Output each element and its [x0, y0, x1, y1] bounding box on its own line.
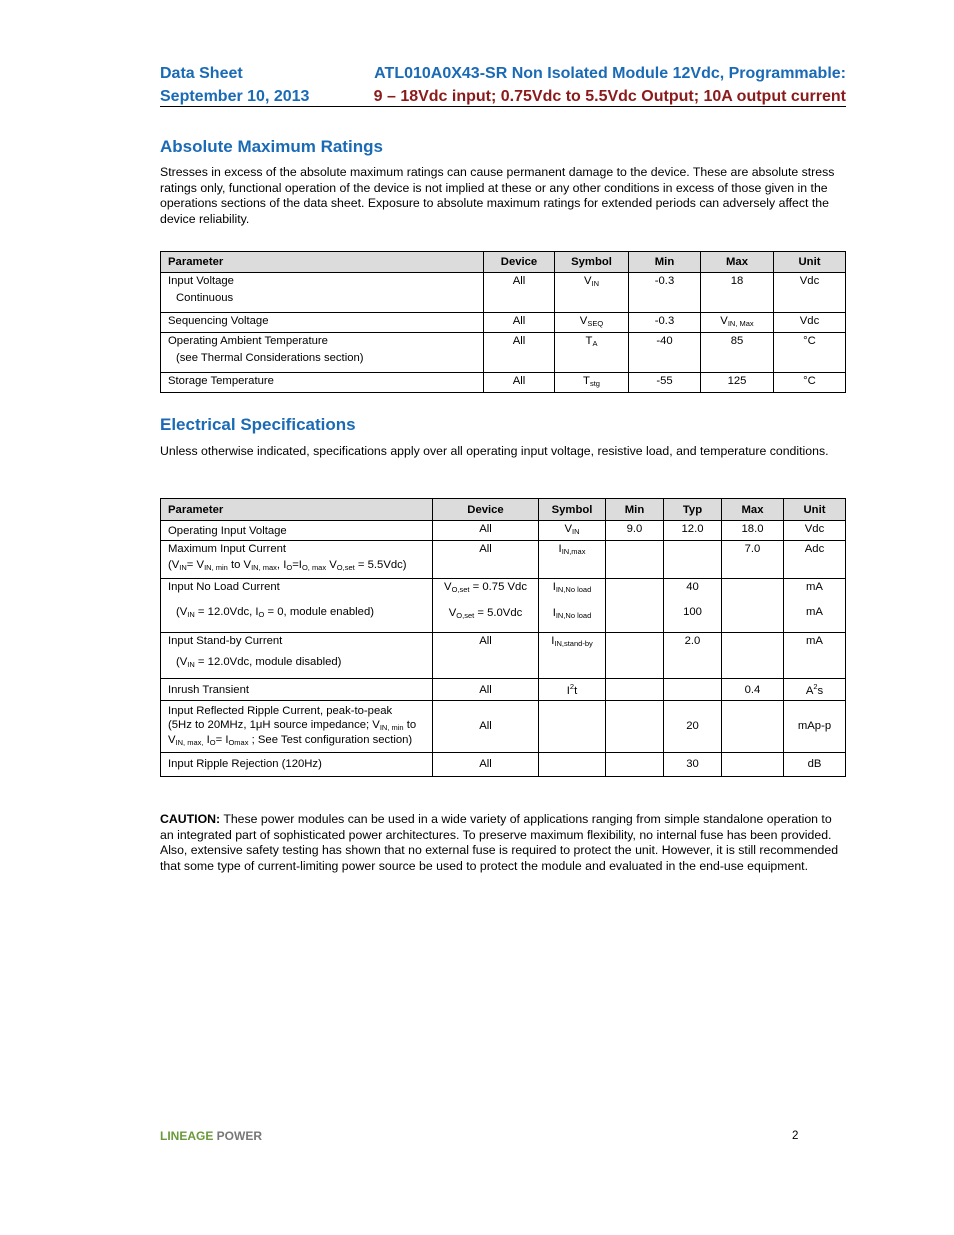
symbol-cell: $T_A$	[555, 333, 629, 373]
unit-cell: °C	[774, 333, 846, 373]
doc-date: September 10, 2013	[160, 88, 310, 105]
header-divider	[160, 106, 846, 107]
es-table	[160, 498, 846, 777]
unit-cell: °C	[774, 373, 846, 393]
table-row	[161, 373, 846, 393]
min-cell: -55	[629, 373, 701, 393]
header-left	[160, 62, 309, 108]
amr-header-row	[161, 252, 846, 273]
es-header-row	[161, 499, 846, 521]
max-cell	[722, 701, 784, 753]
es-intro: Unless otherwise indicated, specifications apply over all operating input voltage, resistive load, and temperature conditions.	[160, 444, 829, 458]
device-cell: All	[433, 541, 539, 579]
col-header: Parameter	[161, 499, 433, 521]
max-cell: 85	[701, 333, 774, 373]
typ-cell: 40 100	[664, 579, 722, 633]
col-header: Min	[629, 252, 701, 273]
col-header: Device	[484, 252, 555, 273]
min-cell: -0.3	[629, 313, 701, 333]
param-cell: Inrush Transient	[161, 679, 433, 701]
max-cell: 18.0	[722, 521, 784, 541]
device-cell: All	[433, 633, 539, 679]
col-header: Symbol	[539, 499, 606, 521]
max-cell: 0.4	[722, 679, 784, 701]
param-cell: Input Ripple Rejection (120Hz)	[161, 752, 433, 776]
device-cell: All	[484, 313, 555, 333]
unit-cell: Vdc	[774, 273, 846, 313]
symbol-cell: $V_{IN}$	[539, 521, 606, 541]
typ-cell: 2.0	[664, 633, 722, 679]
footer-brand: LINEAGE POWER	[160, 1129, 263, 1143]
symbol-cell: $V_{IN}$	[555, 273, 629, 313]
table-row	[161, 579, 846, 633]
table-row	[161, 633, 846, 679]
min-cell: 9.0	[606, 521, 664, 541]
symbol-cell	[539, 701, 606, 753]
min-cell	[606, 579, 664, 633]
es-title: Electrical Specifications	[160, 415, 356, 434]
param-cell: Storage Temperature	[161, 373, 484, 393]
unit-cell: dB	[784, 752, 846, 776]
param-cell: Operating Input Voltage	[161, 521, 433, 541]
typ-cell: 30	[664, 752, 722, 776]
typ-cell	[664, 679, 722, 701]
device-cell: $V_{O,set} = 0.75$ Vdc $V_{O,set} = 5.0Vdc$	[433, 579, 539, 633]
doc-type: Data Sheet	[160, 65, 243, 82]
max-cell	[722, 579, 784, 633]
page-number: 2	[792, 1130, 799, 1142]
caution-paragraph	[160, 812, 848, 874]
table-row	[161, 541, 846, 579]
caution-label: CAUTION:	[160, 812, 221, 826]
amr-title: Absolute Maximum Ratings	[160, 137, 383, 156]
typ-cell: 12.0	[664, 521, 722, 541]
table-row	[161, 521, 846, 541]
min-cell	[606, 679, 664, 701]
symbol-cell: $I_{IN,max}$	[539, 541, 606, 579]
col-header: Unit	[774, 252, 846, 273]
col-header: Max	[722, 499, 784, 521]
typ-cell	[664, 541, 722, 579]
device-cell: All	[484, 333, 555, 373]
table-row	[161, 752, 846, 776]
table-row	[161, 273, 846, 313]
header-right	[374, 62, 846, 108]
unit-cell: Adc	[784, 541, 846, 579]
unit-cell: mA mA	[784, 579, 846, 633]
caution-text: These power modules can be used in a wide variety of applications ranging from simple standalone operation to an integrated part of sophisticated power architectures. To preserve maximum flexibility, no internal fuse has been provided. Also, extensive safety testing has shown that no external fuse is required to protect the unit. However, it is still recommended that some type of current-limiting power source be used to protect the module and evaluated in the end-use equipment.	[160, 812, 839, 873]
unit-cell: Vdc	[784, 521, 846, 541]
param-cell: Maximum Input Current ($V_{IN}= V_{IN, min}$ to $V_{IN, max}$, $I_O=I_{O, max}$ $V_{O,set} = 5.5Vdc$)	[161, 541, 433, 579]
col-header: Parameter	[161, 252, 484, 273]
col-header: Device	[433, 499, 539, 521]
unit-cell: mAp-p	[784, 701, 846, 753]
max-cell: 18	[701, 273, 774, 313]
device-cell: All	[484, 373, 555, 393]
symbol-cell: $I_{IN,stand-by}$	[539, 633, 606, 679]
col-header: Symbol	[555, 252, 629, 273]
table-row	[161, 333, 846, 373]
param-cell: Sequencing Voltage	[161, 313, 484, 333]
unit-cell: Vdc	[774, 313, 846, 333]
max-cell	[722, 752, 784, 776]
table-row	[161, 701, 846, 753]
product-title: ATL010A0X43-SR Non Isolated Module 12Vdc, Programmable:	[374, 65, 846, 82]
amr-table	[160, 251, 846, 393]
param-cell: Input Stand-by Current ($V_{IN} = 12.0Vdc$, module disabled)	[161, 633, 433, 679]
min-cell: -0.3	[629, 273, 701, 313]
device-cell: All	[433, 521, 539, 541]
col-header: Min	[606, 499, 664, 521]
device-cell: All	[433, 679, 539, 701]
table-row	[161, 679, 846, 701]
max-cell	[722, 633, 784, 679]
device-cell: All	[433, 752, 539, 776]
param-cell: Input Reflected Ripple Current, peak-to-peak (5Hz to 20MHz, 1μH source impedance; $V_{IN, min}$ to $V_{IN, max,}$ $I_O= I_{Omax}$ ; See Test configuration section)	[161, 701, 433, 753]
symbol-cell: $T_{stg}$	[555, 373, 629, 393]
min-cell	[606, 752, 664, 776]
device-cell: All	[433, 701, 539, 753]
min-cell	[606, 541, 664, 579]
max-cell: 125	[701, 373, 774, 393]
col-header: Typ	[664, 499, 722, 521]
param-cell: Input No Load Current ($V_{IN} = 12.0Vdc$, $I_O = 0$, module enabled)	[161, 579, 433, 633]
min-cell: -40	[629, 333, 701, 373]
max-cell: 7.0	[722, 541, 784, 579]
symbol-cell: $I_{IN,No load}$ $I_{IN,No load}$	[539, 579, 606, 633]
unit-cell: mA	[784, 633, 846, 679]
symbol-cell: $V_{SEQ}$	[555, 313, 629, 333]
col-header: Max	[701, 252, 774, 273]
product-subtitle: 9 – 18Vdc input; 0.75Vdc to 5.5Vdc Output; 10A output current	[373, 88, 846, 105]
typ-cell: 20	[664, 701, 722, 753]
param-cell: Input Voltage Continuous	[161, 273, 484, 313]
max-cell: $V_{IN, Max}$	[701, 313, 774, 333]
symbol-cell	[539, 752, 606, 776]
param-cell: Operating Ambient Temperature (see Thermal Considerations section)	[161, 333, 484, 373]
symbol-cell: $I^2t$	[539, 679, 606, 701]
min-cell	[606, 633, 664, 679]
unit-cell: $A^2s$	[784, 679, 846, 701]
min-cell	[606, 701, 664, 753]
amr-intro: Stresses in excess of the absolute maximum ratings can cause permanent damage to the device. These are absolute stress ratings only, functional operation of the device is not implied at these or any other conditions in excess of those given in the operations sections of the data sheet. Exposure to absolute maximum ratings for extended periods can adversely affect the device reliability.	[160, 165, 835, 226]
device-cell: All	[484, 273, 555, 313]
col-header: Unit	[784, 499, 846, 521]
table-row	[161, 313, 846, 333]
